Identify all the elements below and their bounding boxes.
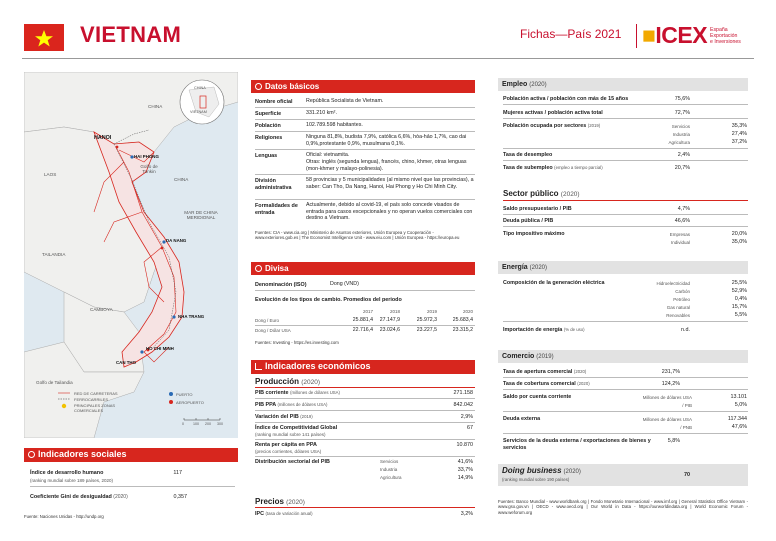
dong-usd-2018: 23.024,6 xyxy=(379,327,400,333)
energy-coal-value: 52,9% xyxy=(731,288,747,294)
gdp-value: 271.158 xyxy=(453,390,473,396)
gdp-sector-label: Distribución sectorial del PIB xyxy=(255,459,330,465)
iso-label: Denominación (ISO) xyxy=(255,282,307,288)
languages-value-other: Otras: inglés (segunda lengua), francés, chino, khmer, otras lenguas (mon-khmer y malayo-polinesia). xyxy=(306,159,467,172)
gdp-ppp-unit: (millones de dólares USA) xyxy=(277,402,328,407)
public-sector-text: Sector público xyxy=(503,189,559,198)
energy-oil: Petróleo xyxy=(673,297,690,302)
energy-coal: Carbón xyxy=(675,289,690,294)
row-divider xyxy=(255,174,475,175)
row-divider xyxy=(503,226,748,227)
religions-value: Ninguna 81,8%, budista 7,9%, católica 6,6%, hòa-hảo 1,7%, cao dai 0,9%,protestante 0,9%, musulmana 0,1%. xyxy=(306,134,467,147)
underemployment-label xyxy=(503,165,603,171)
map-city-cantho: CAN THO xyxy=(116,360,137,365)
map-city-danang: DA NANG xyxy=(166,238,187,243)
row-divider xyxy=(503,214,748,215)
row-divider xyxy=(503,148,748,149)
dong-euro-2018: 27.147,9 xyxy=(379,317,400,323)
current-account-usd-value: 13.101 xyxy=(730,394,747,400)
trade-coverage-text: Tasa de cobertura comercial xyxy=(503,381,576,387)
budget-balance-value: 4,7% xyxy=(677,206,690,212)
current-account-usd: Millones de dólares USA xyxy=(642,395,692,400)
languages-label: Lenguas xyxy=(255,153,278,159)
gdp-growth-year: (2019) xyxy=(300,414,313,419)
energy-header xyxy=(498,261,748,274)
map-label-south-china-sea: MAR DE CHINA MERIDIONAL xyxy=(184,210,218,220)
energy-year: (2020) xyxy=(529,265,547,271)
active-population-value: 75,6% xyxy=(674,96,690,102)
employment-header xyxy=(498,78,748,91)
hdi-note: (ranking mundial sobre 189 países, 2020) xyxy=(30,478,114,483)
underemployment-value: 20,7% xyxy=(674,165,690,171)
map-city-nhatrang: NHA TRANG xyxy=(178,314,205,319)
electricity-mix-label: Composición de la generación eléctrica xyxy=(503,280,605,286)
currency-icon xyxy=(255,265,262,272)
prices-year: (2020) xyxy=(286,499,305,506)
production-divider xyxy=(255,387,475,388)
unemployment-value: 2,4% xyxy=(677,152,690,158)
dong-euro-label: Dong / Euro xyxy=(255,318,280,323)
production-title xyxy=(255,377,320,386)
unemployment-label: Tasa de desempleo xyxy=(503,152,553,158)
final-source: Fuentes: Banco Mundial - www.worldbank.org | Fondo Monetario Internacional - www.imf.org | General Statistics Office Vietnam - www.gso.gov.vn | OECD - www.oecd.org | Our World in Data - https://ourworldindata.org | World Economic Forum - www.weforum.org xyxy=(498,499,748,515)
row-divider xyxy=(255,325,475,326)
prices-title xyxy=(255,497,305,506)
trade-coverage-label xyxy=(503,381,590,387)
surface-value: 331.210 km². xyxy=(306,110,337,116)
energy-import-label xyxy=(503,327,585,333)
map-label-thailand: TAILANDIA xyxy=(42,252,66,257)
active-women-label: Mujeres activas / población activa total xyxy=(503,110,603,116)
map-city-hanoi: HANOI xyxy=(94,135,112,141)
gdp-sector-agriculture: Agricultura xyxy=(380,475,402,480)
tax-companies-value: 20,0% xyxy=(731,231,747,237)
row-divider xyxy=(255,410,475,411)
header-divider xyxy=(22,58,754,59)
legend-roads: RED DE CARRETERAS xyxy=(74,391,118,396)
active-population-label: Población activa / población con más de 15 años xyxy=(503,96,629,102)
row-divider xyxy=(255,456,475,457)
public-sector-title xyxy=(503,189,580,198)
energy-import-unit: (% de uso) xyxy=(563,327,585,332)
admin-division-value: 58 provincias y 5 municipalidades (al mismo nivel que las provincias), a saber: Can Tho, Da Nang, Hanoi, Hai Phong y Ho Chi Minh City. xyxy=(306,177,474,190)
currency-source: Fuentes: Investing - https://es.investing.com xyxy=(255,340,339,345)
gdp-growth-label-text: Variación del PIB xyxy=(255,414,299,420)
doing-business-title: Doing business xyxy=(502,466,562,475)
dong-euro-2019: 25.972,3 xyxy=(416,317,437,323)
social-source: Fuente: Naciones Unidas - http://undp.org xyxy=(24,514,104,519)
public-sector-divider xyxy=(503,200,748,201)
exchange-rate-title: Evolución de los tipos de cambio. Promedios del periodo xyxy=(255,297,402,303)
external-debt-usd-value: 117.344 xyxy=(727,416,747,422)
row-divider xyxy=(255,131,475,132)
production-title-text: Producción xyxy=(255,377,300,386)
official-name-label: Nombre oficial xyxy=(255,99,293,105)
row-divider xyxy=(255,149,475,150)
dong-usd-2019: 23.227,5 xyxy=(416,327,437,333)
religions-label: Religiones xyxy=(255,135,283,141)
hdi-value: 117 xyxy=(173,470,182,476)
public-debt-label: Deuda pública / PIB xyxy=(503,218,554,224)
energy-import-text: Importación de energía xyxy=(503,327,563,333)
employed-services-value: 35,3% xyxy=(731,123,747,129)
employed-agriculture-value: 37,2% xyxy=(731,139,747,145)
section-title: Datos básicos xyxy=(265,82,320,91)
gdp-label xyxy=(255,390,340,396)
currency-header xyxy=(251,262,475,275)
trade-title: Comercio xyxy=(502,353,535,360)
energy-gas-value: 15,7% xyxy=(731,304,747,310)
legend-trade-zones: PRINCIPALES ZONAS COMERCIALES xyxy=(74,403,116,413)
tax-individual: Individual xyxy=(670,240,690,245)
cpi-label-text: IPC xyxy=(255,511,264,517)
gdp-growth-value: 2,9% xyxy=(460,414,473,420)
entry-formalities-label: Formalidades de entrada xyxy=(255,203,298,216)
hdi-label: Índice de desarrollo humano xyxy=(30,470,104,476)
entry-formalities-value: Actualmente, debido al covid-19, el país solo concede visados de entrada para casos excepcionales y no operan vuelos comerciales con destino a Vietnam. xyxy=(306,202,473,221)
trade-coverage-value: 124,2% xyxy=(661,381,680,387)
map-city-hochiminh: HO CHI MINH xyxy=(146,346,174,351)
trade-year: (2019) xyxy=(536,354,554,360)
legend-port: PUERTO xyxy=(176,392,193,397)
row-divider xyxy=(503,411,748,412)
employed-services: Servicios xyxy=(671,124,690,129)
cpi-value: 3,2% xyxy=(460,511,473,517)
social-indicators-header xyxy=(24,448,238,462)
gdp-growth-label xyxy=(255,414,313,420)
basic-data-source: Fuentes: CIA - www.cia.org | Ministerio de Asuntos exteriores, Unión Europea y Cooperación - www.exteriores.gob.es | The Economist Intelligence Unit - www.eiu.com | Unión Europea - https://europa.eu xyxy=(255,230,460,241)
map-label-china-2: CHINA xyxy=(174,177,189,182)
population-label: Población xyxy=(255,123,281,129)
employed-sector-year: (2019) xyxy=(587,123,601,128)
current-account-gdp: / PIB xyxy=(682,403,692,408)
gci-value: 67 xyxy=(467,425,473,431)
gdp-ppp-label xyxy=(255,402,327,408)
scale-0: 0 xyxy=(182,422,184,426)
country-map xyxy=(24,72,238,438)
gdp-unit: (millones de dólares USA) xyxy=(290,390,340,395)
employed-sector-label xyxy=(503,123,600,129)
gini-label-text: Coeficiente Gini de desigualdad xyxy=(30,494,112,500)
map-label-laos: LAOS xyxy=(44,172,57,177)
iso-value: Dong (VND) xyxy=(330,281,359,287)
gini-year: (2020) xyxy=(113,494,128,500)
gdp-ppp-value: 842.042 xyxy=(453,402,473,408)
external-debt-gnp: / PNB xyxy=(680,425,692,430)
underemployment-note: (empleo a tiempo parcial) xyxy=(554,165,603,170)
section-title: Indicadores económicos xyxy=(265,361,371,371)
population-value: 102.789.598 habitantes. xyxy=(306,122,363,128)
employed-agriculture: Agricultura xyxy=(668,140,690,145)
bar-chart-icon xyxy=(255,363,262,370)
dong-euro-2020: 25.683,4 xyxy=(452,317,473,323)
year-2018: 2018 xyxy=(389,309,400,314)
trade-openness-label xyxy=(503,369,586,375)
map-label-cambodia: CAMBOYA xyxy=(90,307,113,312)
year-2019: 2019 xyxy=(426,309,437,314)
scale-300: 300 xyxy=(217,422,223,426)
official-name-value: República Socialista de Vietnam. xyxy=(306,98,384,104)
employment-title: Empleo xyxy=(502,81,528,88)
map-city-haiphong: HAI PHONG xyxy=(134,154,159,159)
row-divider xyxy=(503,321,748,322)
trade-coverage-year: (2020) xyxy=(577,381,590,386)
current-account-gdp-value: 5,0% xyxy=(734,402,747,408)
gci-note: (ranking mundial sobre 141 países) xyxy=(255,432,326,437)
trade-openness-text: Tasa de apertura comercial xyxy=(503,369,573,375)
tax-individual-value: 35,0% xyxy=(731,239,747,245)
row-divider xyxy=(503,389,748,390)
row-divider xyxy=(503,118,748,119)
trade-openness-value: 231,7% xyxy=(661,369,680,375)
gdp-per-capita-value: 10.870 xyxy=(456,442,473,448)
energy-import-value: n.d. xyxy=(681,327,690,333)
flag-star-icon xyxy=(24,24,64,51)
trade-header xyxy=(498,350,748,363)
icex-logo: ■ICEX xyxy=(642,22,708,48)
row-divider xyxy=(503,433,748,434)
prices-title-text: Precios xyxy=(255,497,284,506)
energy-oil-value: 0,4% xyxy=(734,296,747,302)
gdp-sector-industry: Industria xyxy=(380,467,398,472)
icex-logo-subtitle xyxy=(710,27,741,46)
doing-business-year: (2020) xyxy=(563,469,581,475)
energy-renewables: Renovables xyxy=(666,313,690,318)
year-2017: 2017 xyxy=(362,309,373,314)
energy-title: Energía xyxy=(502,264,528,271)
row-divider xyxy=(503,377,748,378)
tax-companies: Empresas xyxy=(669,232,690,237)
gdp-sector-services-value: 41,6% xyxy=(457,459,473,465)
debt-service-value: 5,8% xyxy=(667,438,680,444)
doing-business-header xyxy=(498,464,748,486)
trade-openness-year: (2020) xyxy=(573,369,587,374)
production-year: (2020) xyxy=(301,379,321,386)
logo-sub-line: España xyxy=(710,27,728,33)
map-label-gulf-thailand: Golfo de Tailandia xyxy=(36,380,73,385)
map-label-gulf-tonkin: Golfo de Tonkin xyxy=(140,164,158,174)
employed-sector-text: Población ocupada por sectores xyxy=(503,123,587,129)
gdp-sector-services: Servicios xyxy=(380,459,399,464)
map-label-china: CHINA xyxy=(148,104,163,109)
energy-hydro-value: 25,5% xyxy=(731,280,747,286)
energy-hydro: Hidroelectricidad xyxy=(656,281,690,286)
row-divider xyxy=(255,119,475,120)
brand-separator xyxy=(636,24,637,48)
section-title: Divisa xyxy=(265,264,289,273)
dong-usd-2017: 22.716,4 xyxy=(352,327,373,333)
public-sector-year: (2020) xyxy=(560,191,580,198)
employed-industry: Industria xyxy=(672,132,690,137)
icex-logo-text: ICEX xyxy=(655,22,708,48)
inset-label-vietnam: VIETNAM xyxy=(190,110,207,114)
section-title: Indicadores sociales xyxy=(38,449,127,459)
info-icon xyxy=(255,83,262,90)
vietnam-flag xyxy=(24,24,64,51)
doing-business-value: 70 xyxy=(684,472,690,478)
person-icon xyxy=(28,451,35,458)
languages-value: Oficial: vietnamita. xyxy=(306,152,350,158)
brand-label: Fichas—País 2021 xyxy=(520,27,622,41)
row-divider xyxy=(255,422,475,423)
public-debt-value: 46,6% xyxy=(674,218,690,224)
admin-division-label: División administrativa xyxy=(255,178,292,191)
external-debt-label: Deuda externa xyxy=(503,416,541,422)
prices-divider xyxy=(255,507,475,508)
logo-sub-line: e Inversiones xyxy=(710,39,741,46)
logo-sub-line: Exportación xyxy=(710,33,738,40)
doing-business-note: (ranking mundial sobre 190 países) xyxy=(502,477,570,482)
gdp-per-capita-note: (precios corrientes, dólares USA) xyxy=(255,449,322,454)
scale-100: 100 xyxy=(193,422,199,426)
row-divider xyxy=(30,486,235,487)
inset-label-china: CHINA xyxy=(194,86,206,90)
row-divider xyxy=(255,439,475,440)
gdp-label-text: PIB corriente xyxy=(255,390,289,396)
employed-industry-value: 27,4% xyxy=(731,131,747,137)
dong-usd-label: Dong / Dólar USA xyxy=(255,328,291,333)
energy-renewables-value: 5,5% xyxy=(734,312,747,318)
gdp-sector-industry-value: 33,7% xyxy=(457,467,473,473)
gini-label xyxy=(30,494,128,500)
dong-usd-2020: 23.315,2 xyxy=(452,327,473,333)
max-tax-label: Tipo impositivo máximo xyxy=(503,231,565,237)
gci-label: Índice de Competitividad Global xyxy=(255,425,338,431)
gdp-ppp-label-text: PIB PPA xyxy=(255,402,276,408)
employment-year: (2020) xyxy=(529,82,547,88)
underemployment-text: Tasa de subempleo xyxy=(503,165,553,171)
gdp-per-capita-label: Renta per cápita en PPA xyxy=(255,442,317,448)
gini-value: 0,357 xyxy=(173,494,187,500)
row-divider xyxy=(503,104,748,105)
dong-euro-2017: 25.881,4 xyxy=(352,317,373,323)
scale-200: 200 xyxy=(205,422,211,426)
row-divider xyxy=(255,290,475,291)
debt-service-label: Servicios de la deuda externa / exportaciones de bienes y servicios xyxy=(503,438,651,451)
budget-balance-label: Saldo presupuestario / PIB xyxy=(503,206,572,212)
country-title: VIETNAM xyxy=(80,22,182,47)
surface-label: Superficie xyxy=(255,111,282,117)
economic-indicators-header xyxy=(251,360,475,374)
cpi-label xyxy=(255,511,313,517)
legend-railways: FERROCARRILES xyxy=(74,397,109,402)
active-women-value: 72,7% xyxy=(674,110,690,116)
row-divider xyxy=(255,107,475,108)
external-debt-usd: Millones de dólares USA xyxy=(642,417,692,422)
year-2020: 2020 xyxy=(462,309,473,314)
basic-data-header xyxy=(251,80,475,93)
cpi-unit: (tasa de variación anual) xyxy=(265,511,313,516)
row-divider xyxy=(255,398,475,399)
energy-gas: Gas natural xyxy=(666,305,690,310)
row-divider xyxy=(255,199,475,200)
external-debt-gnp-value: 47,6% xyxy=(731,424,747,430)
legend-airport: AEROPUERTO xyxy=(176,400,204,405)
gdp-sector-agriculture-value: 14,9% xyxy=(457,475,473,481)
row-divider xyxy=(503,160,748,161)
current-account-label: Saldo por cuenta corriente xyxy=(503,394,572,400)
